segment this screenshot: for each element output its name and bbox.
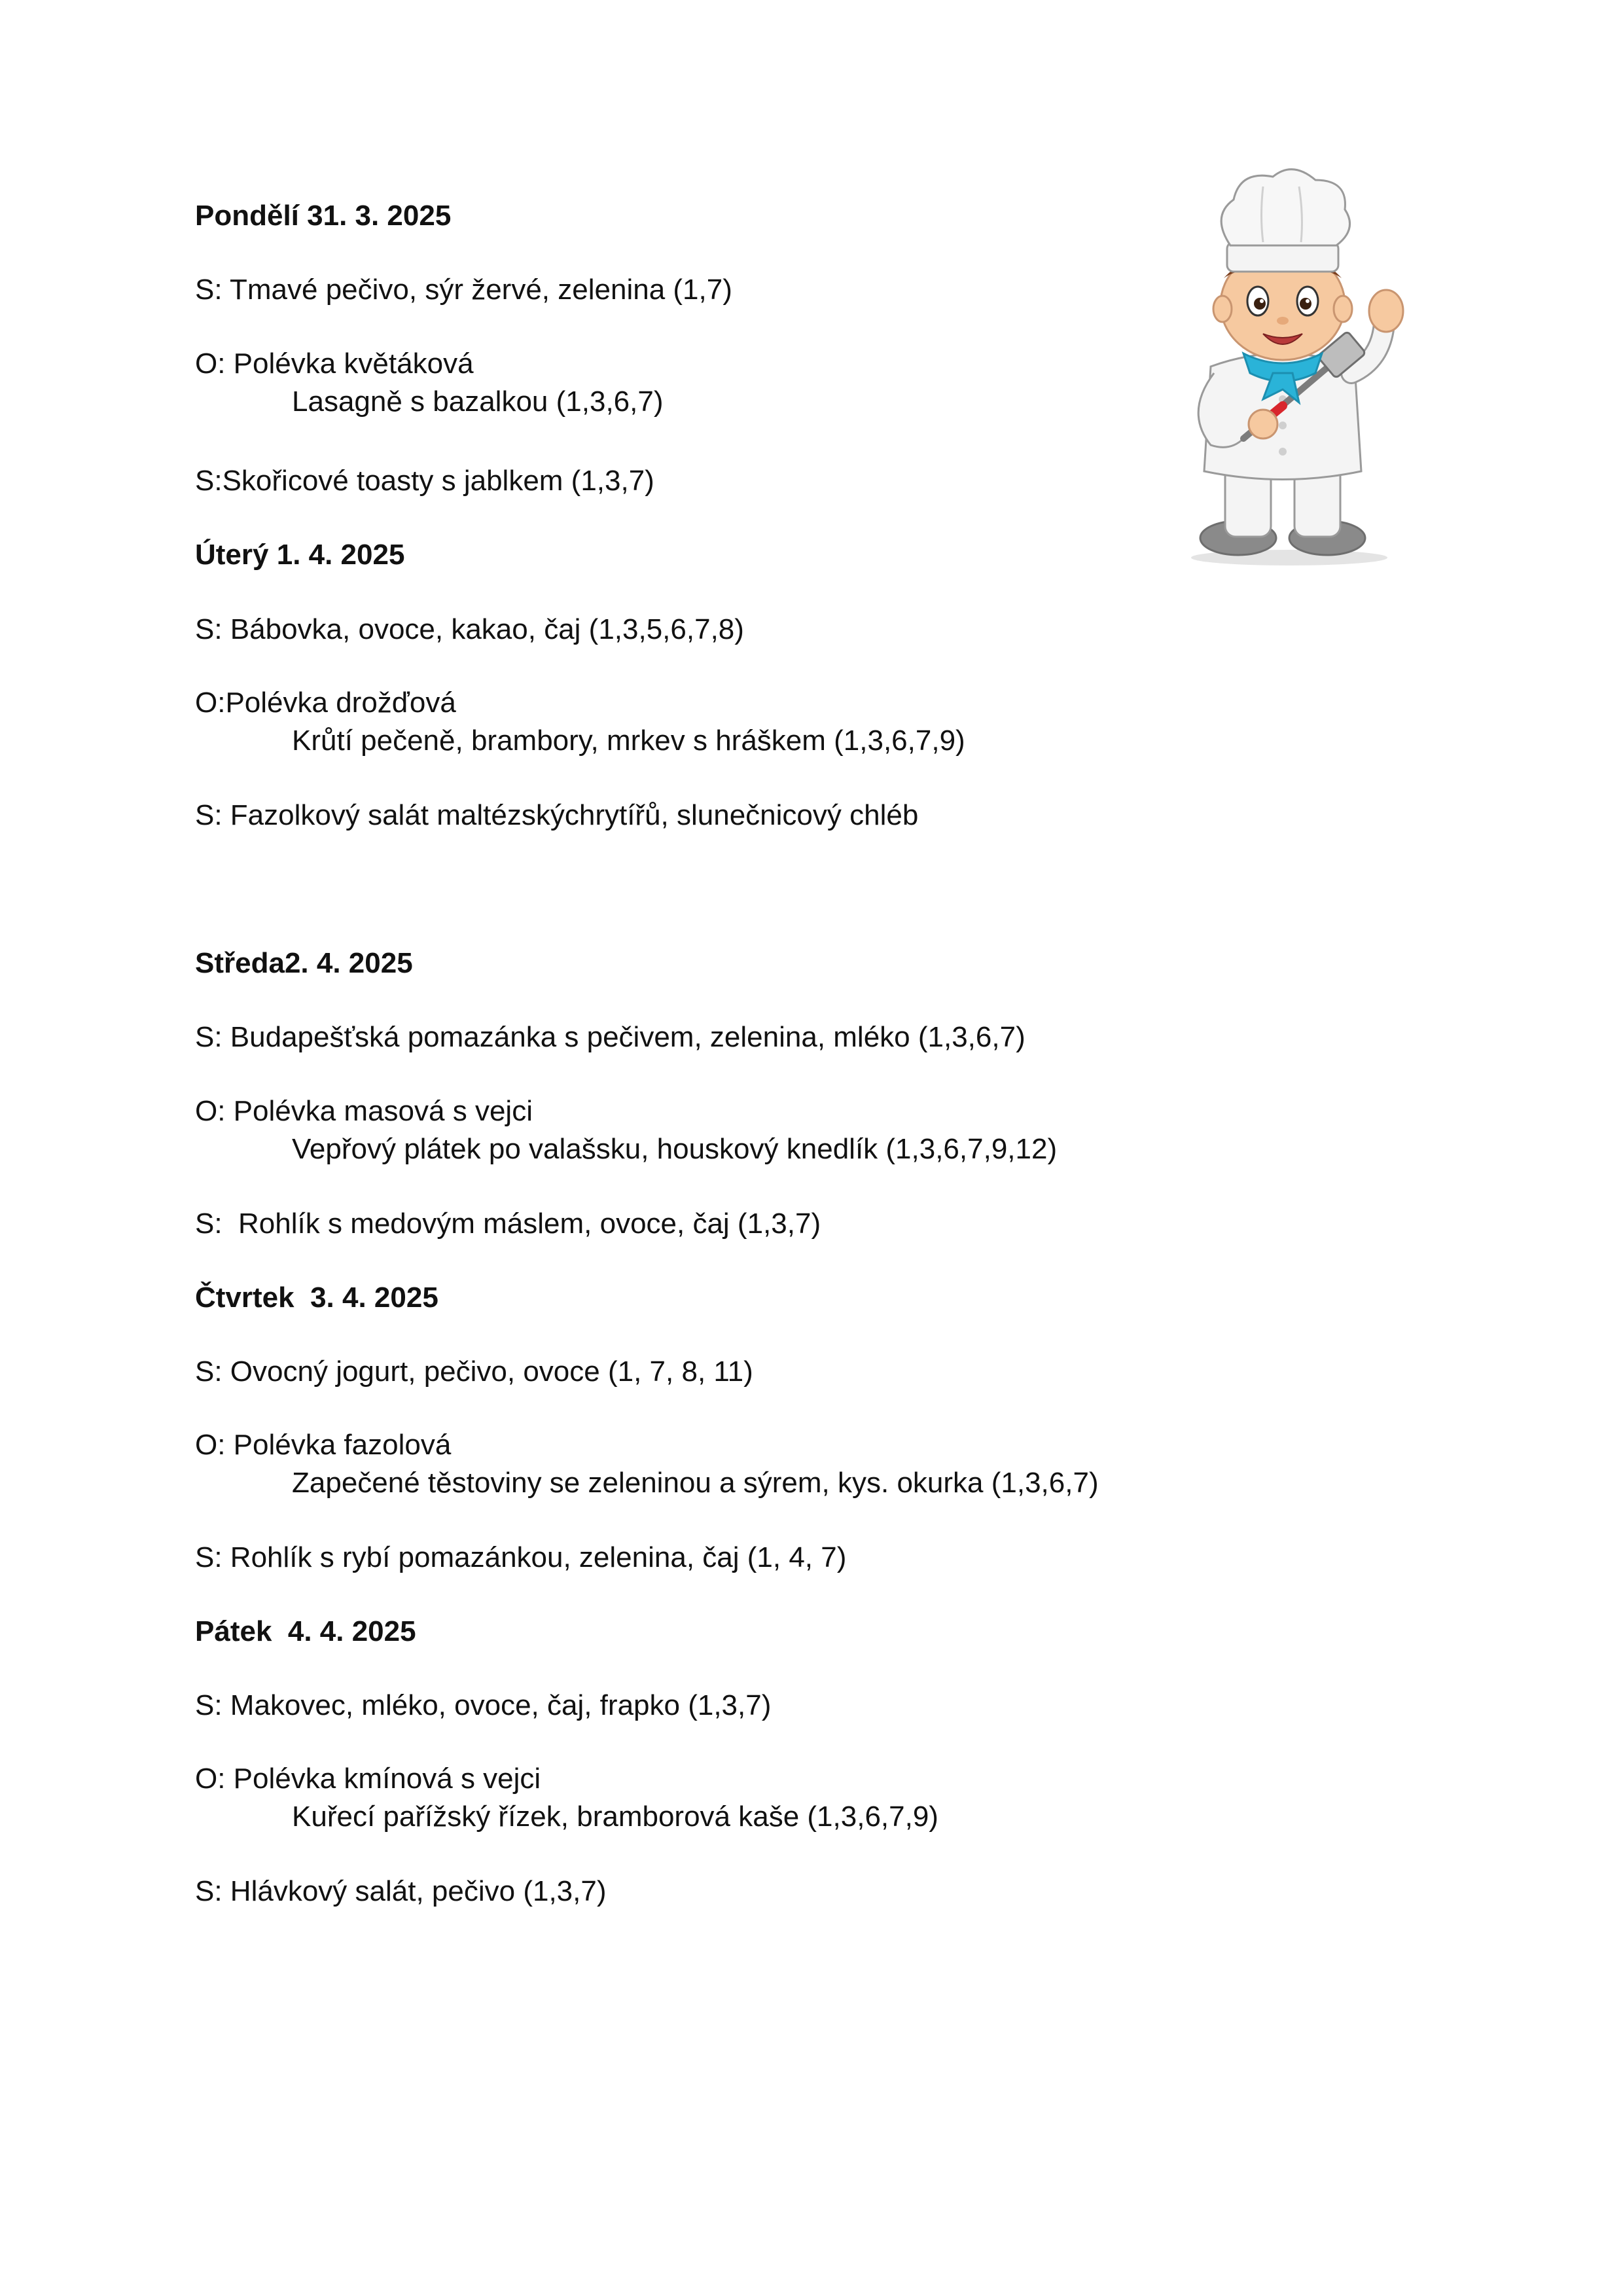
lunch-main-wednesday: Vepřový plátek po valašsku, houskový knedlík (1,3,6,7,9,12) (292, 1133, 1058, 1165)
day-title-thursday: Čtvrtek 3. 4. 2025 (195, 1282, 438, 1314)
lunch-soup-wednesday: O: Polévka masová s vejci (195, 1095, 533, 1127)
lunch-main-monday: Lasagně s bazalkou (1,3,6,7) (292, 386, 664, 418)
day-title-friday: Pátek 4. 4. 2025 (195, 1615, 416, 1647)
day-title-monday: Pondělí 31. 3. 2025 (195, 200, 452, 232)
day-title-tuesday: Úterý 1. 4. 2025 (195, 539, 405, 571)
lunch-main-thursday: Zapečené těstoviny se zeleninou a sýrem, kys. okurka (1,3,6,7) (292, 1467, 1099, 1499)
lunch-main-tuesday: Krůtí pečeně, brambory, mrkev s hráškem (1,3,6,7,9) (292, 725, 965, 757)
breakfast-friday: S: Makovec, mléko, ovoce, čaj, frapko (1,3,7) (195, 1689, 772, 1721)
snack-thursday: S: Rohlík s rybí pomazánkou, zelenina, čaj (1, 4, 7) (195, 1541, 847, 1573)
snack-tuesday: S: Fazolkový salát maltézskýchrytířů, slunečnicový chléb (195, 799, 919, 831)
snack-wednesday: S: Rohlík s medovým máslem, ovoce, čaj (1,3,7) (195, 1208, 821, 1240)
breakfast-wednesday: S: Budapešťská pomazánka s pečivem, zelenina, mléko (1,3,6,7) (195, 1021, 1026, 1053)
lunch-soup-thursday: O: Polévka fazolová (195, 1429, 452, 1461)
snack-monday: S:Skořicové toasty s jablkem (1,3,7) (195, 465, 654, 497)
chef-icon (1165, 164, 1420, 569)
lunch-soup-friday: O: Polévka kmínová s vejci (195, 1763, 541, 1795)
day-title-wednesday: Středa2. 4. 2025 (195, 947, 413, 979)
lunch-main-friday: Kuřecí pařížský řízek, bramborová kaše (1,3,6,7,9) (292, 1801, 938, 1833)
snack-friday: S: Hlávkový salát, pečivo (1,3,7) (195, 1875, 607, 1907)
breakfast-tuesday: S: Bábovka, ovoce, kakao, čaj (1,3,5,6,7,8) (195, 613, 744, 645)
lunch-soup-tuesday: O:Polévka drožďová (195, 687, 456, 719)
breakfast-thursday: S: Ovocný jogurt, pečivo, ovoce (1, 7, 8, 11) (195, 1355, 753, 1388)
breakfast-monday: S: Tmavé pečivo, sýr žervé, zelenina (1,7) (195, 274, 732, 306)
lunch-soup-monday: O: Polévka květáková (195, 348, 474, 380)
